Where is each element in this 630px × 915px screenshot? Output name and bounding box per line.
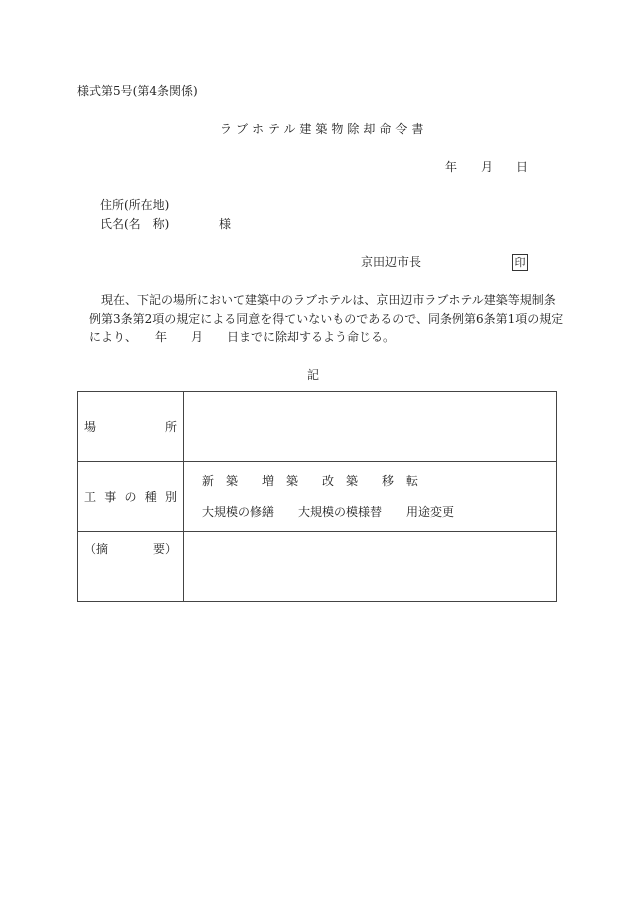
work-type-label: 工 事 の 種 別 [84, 490, 177, 504]
work-types-line-2: 大規模の修繕 大規模の模様替 用途変更 [202, 505, 455, 519]
location-value [184, 392, 557, 462]
date-day: 日 [516, 160, 529, 174]
body-line-2: 例第3条第2項の規定による同意を得ていないものであるので、同条例第6条第1項の規定 [89, 312, 564, 326]
location-label: 場 所 [84, 420, 177, 434]
body-line-3: により、 年 月 日までに除却するよう命じる。 [89, 330, 396, 344]
form-number: 様式第5号(第4条関係) [77, 84, 198, 98]
work-type-options [184, 462, 557, 532]
honorific: 様 [219, 217, 232, 231]
body-line-1: 現在、下記の場所において建築中のラブホテルは、京田辺市ラブホテル建築等規制条 [101, 293, 556, 307]
document-title: ラブホテル建築物除却命令書 [220, 122, 428, 136]
date-month: 月 [481, 160, 494, 174]
work-types-line-1: 新 築 増 築 改 築 移 転 [202, 474, 419, 488]
summary-row [78, 532, 557, 602]
summary-label: （摘 要） [84, 542, 177, 556]
name-label: 氏名(名 称) [100, 217, 170, 231]
issuer-name: 京田辺市長 [361, 255, 422, 269]
details-table [77, 391, 557, 602]
date-year: 年 [445, 160, 458, 174]
address-label: 住所(所在地) [100, 198, 170, 212]
summary-value [184, 532, 557, 602]
work-type-row [78, 462, 557, 532]
location-row [78, 392, 557, 462]
ki-heading: 記 [307, 368, 320, 382]
seal-mark: 印 [512, 254, 528, 271]
